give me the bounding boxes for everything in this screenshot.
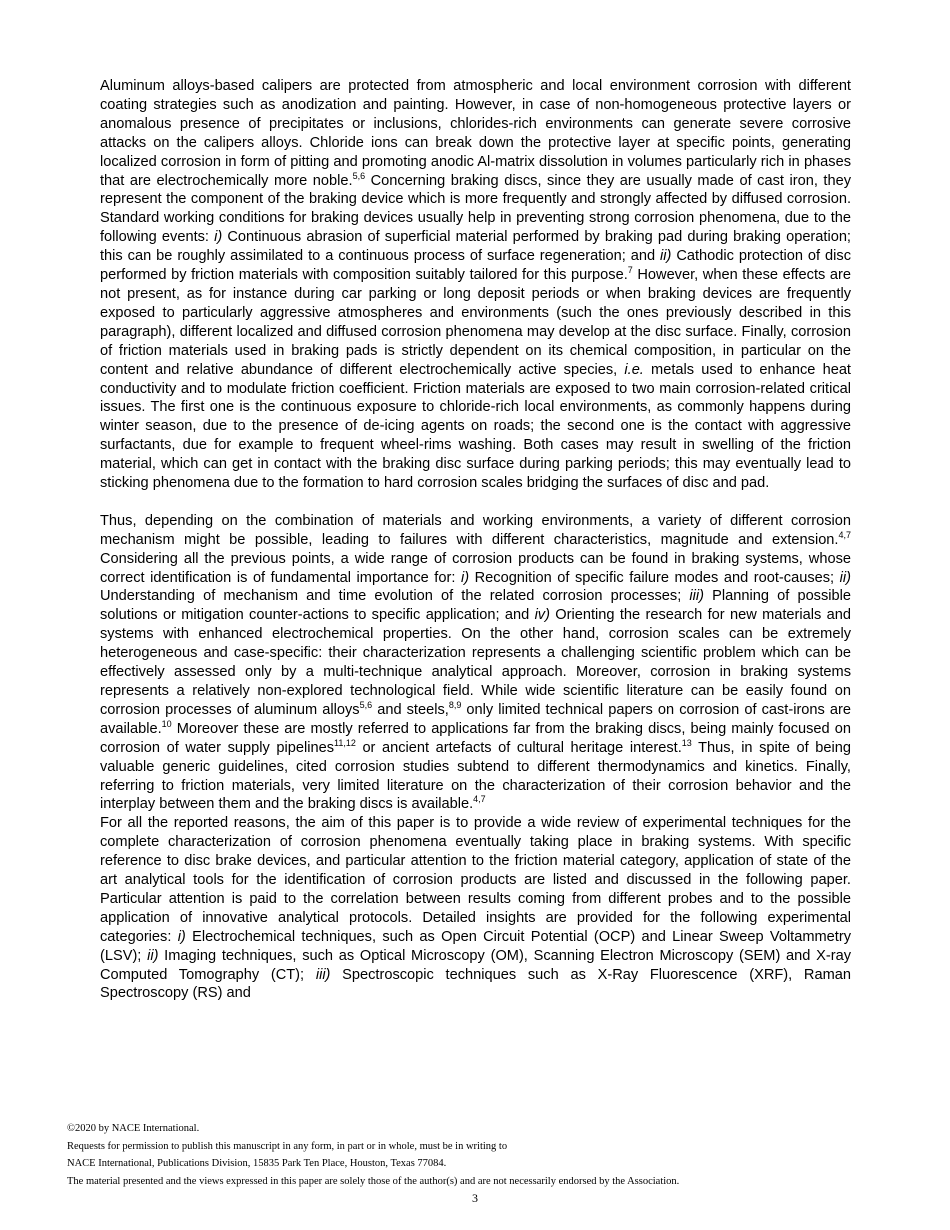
footer-address: NACE International, Publications Division, 15835 Park Ten Place, Houston, Texas 77084. [67, 1158, 447, 1170]
italic-text: i) [214, 229, 223, 246]
text-segment: Continuous abrasion of superficial material performed by braking pad during braking operation; this can be roughly assimilated to a continuous process of surface regeneration; and [100, 229, 851, 265]
footer-copyright: ©2020 by NACE International. [67, 1123, 200, 1134]
text-segment: Spectroscopic techniques such as X-Ray Fluorescence (XRF), Raman Spectroscopy (RS) and [100, 966, 851, 1002]
text-segment: Recognition of specific failure modes and root-causes; [469, 569, 840, 586]
citation-superscript: 5,6 [359, 700, 373, 711]
body-text [100, 77, 851, 1003]
citation-superscript: 10 [161, 718, 172, 729]
page-number: 3 [472, 1191, 478, 1205]
text-segment: Cathodic protection of disc performed by friction materials with composition suitably tailored for this purpose. [100, 248, 851, 284]
text-segment: However, when these effects are not present, as for instance during car parking or long deposit periods or when braking devices are frequently exposed to particularly aggressive atmospheres and environments (such the ones previously described in this paragraph), different localized and diffused corrosion phenomena may develop at the disc surface. Finally, corrosion of friction materials used in braking pads is strictly dependent on its chemical composition, in particular on the content and relative abundance of different electrochemically active species, [100, 267, 851, 378]
italic-text: iv) [534, 607, 550, 624]
footer-permission: Requests for permission to publish this manuscript in any form, in part or in whole, must be in writing to [67, 1140, 508, 1152]
citation-superscript: 7 [627, 265, 633, 276]
text-segment: For all the reported reasons, the aim of this paper is to provide a wide review of experimental techniques for the complete characterization of corrosion phenomena eventually taking place in braking systems. With specific reference to disc brake devices, and particular attention to the friction material category, application of state of the art analytical tools for the identification of corrosion products are listed and discussed in the following paper. Particular attention is paid to the correlation between results coming from different probes and to the possible application of innovative analytical protocols. Detailed insights are provided for the following experimental categories: [100, 815, 851, 945]
paragraph-1 [100, 77, 851, 493]
text-segment: Imaging techniques, such as Optical Microscopy (OM), Scanning Electron Microscopy (SEM) and X-ray Computed Tomography (CT); [100, 947, 851, 983]
text-segment: and steels, [372, 701, 449, 718]
text-segment: Aluminum alloys-based calipers are protected from atmospheric and local environment corrosion with different coating strategies such as anodization and painting. However, in case of non-homogeneous protective layers or anomalous presence of precipitates or inclusions, chlorides-rich environments can generate severe corrosive attacks on the calipers alloys. Chloride ions can break down the protective layer at specific points, generating localized corrosion in form of pitting and promoting anodic Al-matrix dissolution in volumes particularly rich in phases that are electrochemically more noble. [100, 78, 851, 189]
page-footer [67, 1120, 887, 1190]
footer-disclaimer: The material presented and the views expressed in this paper are solely those of the author(s) and are not necessarily endorsed by the Association. [67, 1175, 680, 1187]
italic-text: i.e. [624, 361, 644, 378]
italic-text: ii) [147, 947, 159, 964]
italic-text: i) [177, 928, 186, 945]
italic-text: ii) [660, 248, 672, 265]
italic-text: i) [460, 569, 470, 586]
citation-superscript: 4,7 [473, 794, 486, 805]
text-segment: Thus, depending on the combination of materials and working environments, a variety of different corrosion mechanism might be possible, leading to failures with different characteristics, magnitude and extension. [100, 512, 851, 548]
paragraph-3 [100, 814, 851, 1003]
text-segment: Moreover these are mostly referred to applications far from the braking discs, being mainly focused on corrosion of water supply pipelines [100, 720, 851, 756]
text-segment: Orienting the research for new materials and systems with enhanced electrochemical properties. On the other hand, corrosion scales can be extremely heterogeneous and case-specific: their characterization represents a challenging scientific problem which can be effectively assessed only by a multi-technique analytical approach. Moreover, corrosion in braking systems represents a relatively non-explored technological field. While wide scientific literature can be easily found on corrosion processes of aluminum alloys [100, 607, 851, 718]
citation-superscript: 8,9 [448, 700, 462, 711]
text-segment: metals used to enhance heat conductivity and to modulate friction coefficient. Friction materials are exposed to two main corrosion-related critical issues. The first one is the continuous exposure to chloride-rich local environments, as commonly happens during winter season, due to the presence of de-icing agents on roads; the second one is the contact with aggressive surfactants, due for example to frequent wheel-rims washing. Both cases may result in swelling of the friction material, which can get in contact with the braking disc surface during parking periods; this may eventually lead to sticking phenomena due to the formation to hard corrosion scales bridging the surfaces of disc and pad. [100, 361, 851, 492]
citation-superscript: 11,12 [334, 737, 356, 748]
text-segment: Electrochemical techniques, such as Open Circuit Potential (OCP) and Linear Sweep Voltammetry (LSV); [100, 928, 851, 964]
citation-superscript: 4,7 [838, 529, 851, 540]
italic-text: iii) [689, 588, 705, 605]
text-segment: Planning of possible solutions or mitigation counter-actions to specific application; and [100, 588, 851, 624]
citation-superscript: 13 [681, 737, 692, 748]
citation-superscript: 5,6 [352, 170, 366, 181]
text-segment: Considering all the previous points, a wide range of corrosion products can be found in braking systems, whose correct identification is of fundamental importance for: [100, 550, 851, 586]
text-segment: Concerning braking discs, since they are usually made of cast iron, they represent the component of the braking device which is more frequently and strongly affected by diffused corrosion. Standard working conditions for braking devices usually help in preventing strong corrosion phenomena, due to the following events: [100, 172, 851, 246]
paragraph-2 [100, 512, 851, 815]
text-segment: or ancient artefacts of cultural heritage interest. [355, 739, 682, 756]
italic-text: ii) [839, 569, 851, 586]
text-segment: Understanding of mechanism and time evolution of the related corrosion processes; [100, 588, 690, 605]
text-segment: only limited technical papers on corrosion of cast-irons are available. [100, 701, 852, 737]
text-segment: Thus, in spite of being valuable generic guidelines, cited corrosion studies subtend to different thermodynamics and kinetics. Finally, referring to friction materials, very limited literature on the characterization of their corrosion behavior and the interplay between them and the braking discs is available. [100, 739, 851, 813]
italic-text: iii) [315, 966, 331, 983]
